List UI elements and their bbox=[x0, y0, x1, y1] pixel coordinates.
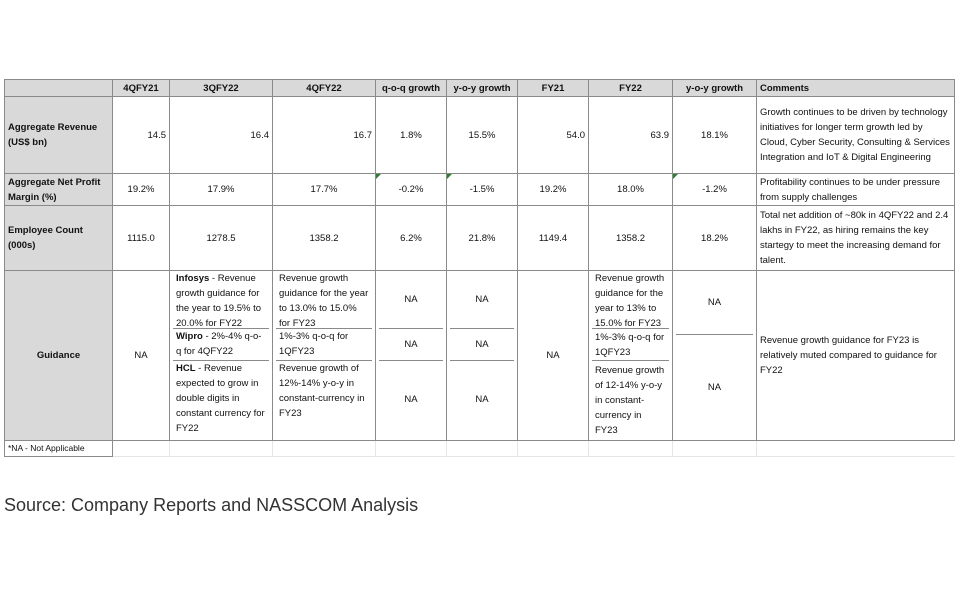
row-label: Aggregate Net Profit Margin (%) bbox=[5, 174, 113, 206]
cell-qoq: 1.8% bbox=[376, 97, 447, 174]
guidance-wipro bbox=[173, 329, 269, 361]
header-blank bbox=[5, 80, 113, 97]
guidance-text: 1%-3% q-o-q for 1QFY23 bbox=[592, 329, 669, 361]
na-value: NA bbox=[676, 271, 753, 335]
cell-fy22: 63.9 bbox=[589, 97, 673, 174]
cell-fy21: NA bbox=[518, 271, 589, 441]
cell-qoq: -0.2% bbox=[376, 174, 447, 206]
cell-fy22-guidance bbox=[589, 271, 673, 441]
cell-fy21: 19.2% bbox=[518, 174, 589, 206]
header-yoy-growth-fy: y-o-y growth bbox=[673, 80, 757, 97]
guidance-text: Revenue growth of 12-14% y-o-y in constant-currency in FY23 bbox=[595, 365, 665, 436]
cell-yoy: 21.8% bbox=[447, 206, 518, 271]
cell-4qfy21: 1115.0 bbox=[113, 206, 170, 271]
cell-fy22: 18.0% bbox=[589, 174, 673, 206]
cell-fy21: 54.0 bbox=[518, 97, 589, 174]
cell-4qfy21: 14.5 bbox=[113, 97, 170, 174]
guidance-text: - 2%-4% q-o-q for 4QFY22 bbox=[176, 331, 262, 357]
header-3qfy22: 3QFY22 bbox=[170, 80, 273, 97]
na-value: NA bbox=[707, 382, 722, 393]
row-guidance bbox=[5, 271, 955, 441]
company-name: HCL bbox=[176, 363, 196, 374]
cell-yoy-guidance bbox=[447, 271, 518, 441]
guidance-text: Revenue growth guidance for the year to 13.0% to 15.0% for FY23 bbox=[276, 271, 372, 329]
row-label: Guidance bbox=[5, 271, 113, 441]
guidance-text: Revenue growth guidance for the year to 13% to 15.0% for FY23 bbox=[592, 271, 669, 329]
row-aggregate-revenue bbox=[5, 97, 955, 174]
header-fy21: FY21 bbox=[518, 80, 589, 97]
header-comments: Comments bbox=[757, 80, 955, 97]
na-value: NA bbox=[379, 271, 443, 329]
cell-yoy-fy: -1.2% bbox=[673, 174, 757, 206]
header-fy22: FY22 bbox=[589, 80, 673, 97]
cell-qoq: 6.2% bbox=[376, 206, 447, 271]
na-value: NA bbox=[450, 329, 514, 361]
company-name: Wipro bbox=[176, 331, 203, 342]
row-employee-count bbox=[5, 206, 955, 271]
cell-4qfy21: NA bbox=[113, 271, 170, 441]
guidance-text: - Revenue growth guidance for the year to 19.5% to 20.0% for FY22 bbox=[176, 273, 262, 329]
na-value: NA bbox=[379, 329, 443, 361]
cell-comment: Revenue growth guidance for FY23 is relatively muted compared to guidance for FY22 bbox=[757, 271, 955, 441]
cell-comment: Growth continues to be driven by technology initiatives for longer term growth led by Cloud, Cyber Security, Consulting & Services Integration and IoT & Digital Engineering bbox=[757, 97, 955, 174]
row-label: Employee Count (000s) bbox=[5, 206, 113, 271]
cell-4qfy22-guidance bbox=[273, 271, 376, 441]
cell-comment: Total net addition of ~80k in 4QFY22 and 2.4 lakhs in FY22, as hiring remains the key startegy to meet the increasing demand for talent. bbox=[757, 206, 955, 271]
footnote: *NA - Not Applicable bbox=[5, 441, 113, 457]
cell-yoy-fy: 18.1% bbox=[673, 97, 757, 174]
row-label: Aggregate Revenue (US$ bn) bbox=[5, 97, 113, 174]
guidance-text: Revenue growth of 12%-14% y-o-y in constant-currency in FY23 bbox=[279, 363, 365, 419]
header-4qfy21: 4QFY21 bbox=[113, 80, 170, 97]
footnote-row bbox=[5, 441, 955, 457]
guidance-text: 1%-3% q-o-q for 1QFY23 bbox=[276, 329, 372, 361]
cell-3qfy22: 1278.5 bbox=[170, 206, 273, 271]
cell-3qfy22-guidance bbox=[170, 271, 273, 441]
guidance-hcl bbox=[173, 361, 269, 438]
cell-4qfy22: 1358.2 bbox=[273, 206, 376, 271]
header-qoq-growth: q-o-q growth bbox=[376, 80, 447, 97]
header-4qfy22: 4QFY22 bbox=[273, 80, 376, 97]
company-name: Infosys bbox=[176, 273, 210, 284]
cell-fy21: 1149.4 bbox=[518, 206, 589, 271]
cell-4qfy22: 17.7% bbox=[273, 174, 376, 206]
cell-yoy-fy: 18.2% bbox=[673, 206, 757, 271]
guidance-infosys bbox=[173, 271, 269, 329]
header-yoy-growth: y-o-y growth bbox=[447, 80, 518, 97]
cell-fy22: 1358.2 bbox=[589, 206, 673, 271]
na-value: NA bbox=[450, 271, 514, 329]
financial-summary-table bbox=[4, 79, 955, 457]
source-caption: Source: Company Reports and NASSCOM Analysis bbox=[4, 495, 419, 515]
cell-yoy: 15.5% bbox=[447, 97, 518, 174]
cell-qoq-guidance bbox=[376, 271, 447, 441]
na-value: NA bbox=[475, 394, 489, 405]
guidance-text: - Revenue expected to grow in double digits in constant currency for FY22 bbox=[176, 363, 265, 434]
cell-4qfy22: 16.7 bbox=[273, 97, 376, 174]
na-value: NA bbox=[404, 394, 418, 405]
cell-yoy-fy-guidance bbox=[673, 271, 757, 441]
cell-4qfy21: 19.2% bbox=[113, 174, 170, 206]
cell-3qfy22: 17.9% bbox=[170, 174, 273, 206]
header-row bbox=[5, 80, 955, 97]
cell-yoy: -1.5% bbox=[447, 174, 518, 206]
row-net-profit-margin bbox=[5, 174, 955, 206]
cell-comment: Profitability continues to be under pressure from supply challenges bbox=[757, 174, 955, 206]
cell-3qfy22: 16.4 bbox=[170, 97, 273, 174]
